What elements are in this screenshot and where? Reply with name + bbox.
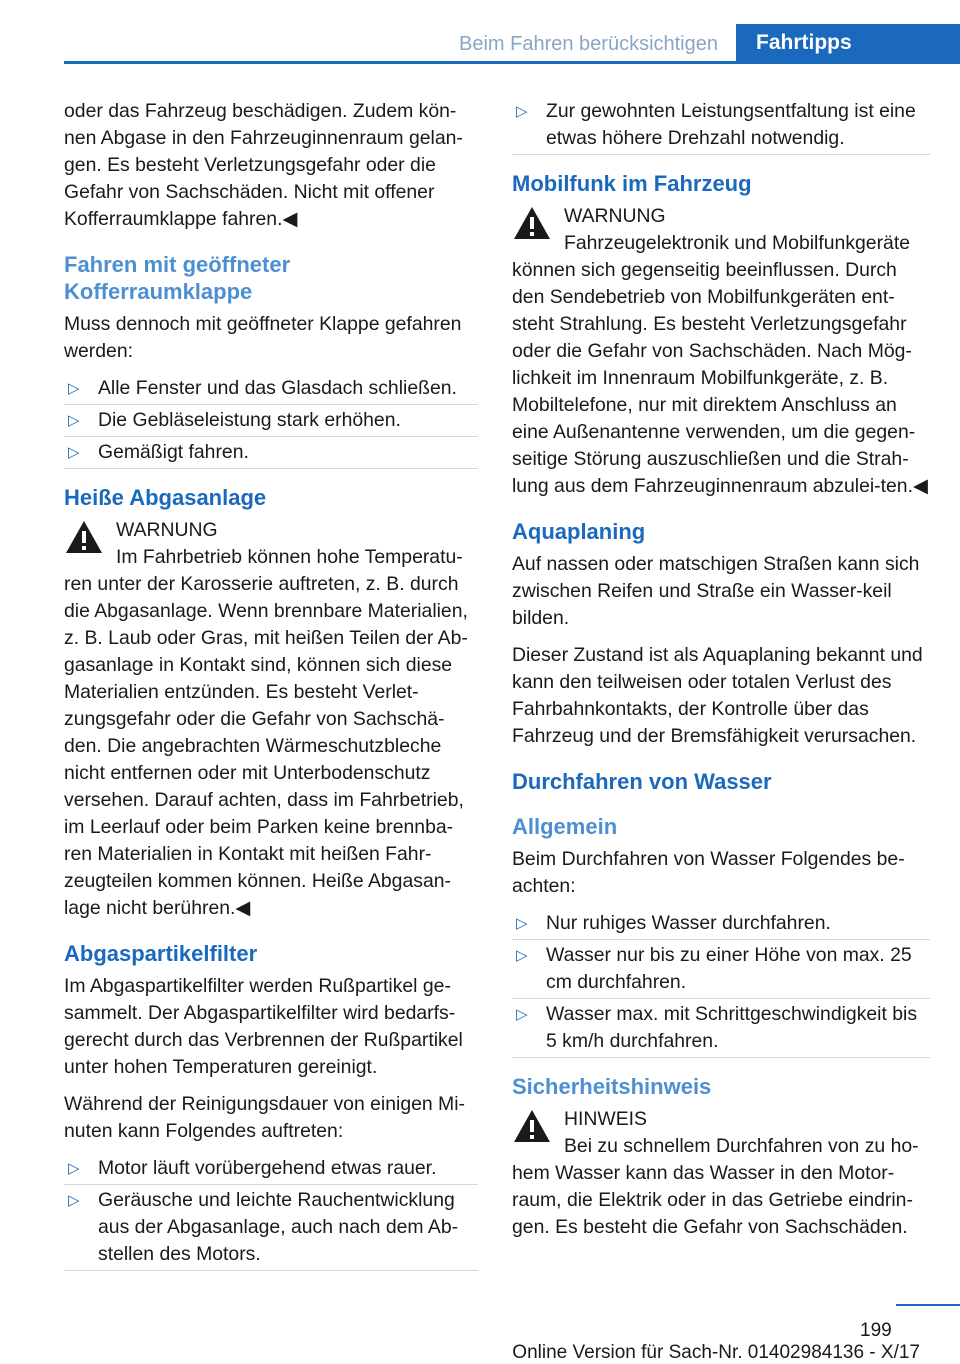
heading-safety: Sicherheitshinweis	[512, 1074, 712, 1099]
header-section-title: Beim Fahren berücksichtigen	[458, 33, 718, 55]
warning-label: WARNUNG	[116, 519, 218, 541]
triangle-bullet-icon: ▷	[516, 1006, 528, 1023]
triangle-bullet-icon: ▷	[68, 444, 80, 461]
paragraph-filter-1: Im Abgaspartikelfilter werden Rußpartikel ge-sammelt. Der Abgaspartikelfilter wird bedarfs-gerecht durch das Verbrennen der Rußpartikel unter hohen Temperaturen gereinigt.	[64, 975, 463, 1078]
warning-label: WARNUNG	[564, 205, 666, 227]
warning-triangle-icon	[512, 205, 552, 241]
list-item: ▷ Wasser max. mit Schrittgeschwindigkeit bis 5 km/h durchfahren.	[512, 1001, 930, 1055]
warning-triangle-icon	[64, 519, 104, 555]
heading-water: Durchfahren von Wasser	[512, 769, 772, 794]
heading-hot-exhaust: Heiße Abgasanlage	[64, 485, 267, 510]
triangle-bullet-icon: ▷	[68, 380, 80, 397]
heading-aquaplaning: Aquaplaning	[512, 519, 646, 544]
list-item: ▷ Nur ruhiges Wasser durchfahren.	[512, 910, 930, 937]
header-rule	[64, 61, 736, 64]
warning-text: Im Fahrbetrieb können hohe Temperatu-ren unter der Karosserie auftreten, z. B. durch die Abgasanlage. Wenn brennbare Materialien, z. B. Laub oder Gras, mit heißen Teilen der Ab-gasanlage in Kontakt sind, können sich diese Materialien entzünden. Es besteht Verlet-zungsgefahr oder die Gefahr von Sachschä-den. Die angebrachten Wärmeschutzbleche nicht entfernen oder mit Unterbodenschutz versehen. Darauf achten, dass im Fahrbetrieb, im Leerlauf oder beim Parken keine brennba-ren Materialien in Kontakt mit heißen Fahr-zeugteilen kommen können. Heiße Abgasan-lage nicht berühren.◀	[64, 546, 468, 919]
intro-paragraph: oder das Fahrzeug beschädigen. Zudem kön-nen Abgase in den Fahrzeuginnenraum gelan-gen. Es besteht Verletzungsgefahr oder die Gefahr von Sachschäden. Nicht mit offener Kofferraumklappe fahren.◀	[64, 100, 463, 230]
page-number-rule	[896, 1304, 960, 1306]
list-item: ▷ Alle Fenster und das Glasdach schließen.	[64, 375, 478, 402]
list-item: ▷ Motor läuft vorübergehend etwas rauer.	[64, 1155, 478, 1182]
warning-block-hot-exhaust	[64, 517, 478, 922]
warning-text: Fahrzeugelektronik und Mobilfunkgeräte können sich gegenseitig beeinflussen. Durch den Sendebetrieb von Mobilfunkgeräten ent-steht Strahlung. Es besteht Verletzungsgefahr oder die Gefahr von Sachschäden. Nach Mög-lichkeit im Innenraum Mobilfunkgeräte, z. B. Mobiltelefone, nur mit direktem Anschluss an eine Außenantenne verwenden, um die gegen-seitige Störung auszuschließen und die Strah-lung aus dem Fahrzeuginnenraum abzulei-ten.◀	[512, 232, 928, 497]
paragraph-open-trunk: Muss dennoch mit geöffneter Klappe gefahren werden:	[64, 313, 462, 362]
notice-label: HINWEIS	[564, 1108, 647, 1130]
page-number: 199	[860, 1320, 892, 1341]
heading-mobile: Mobilfunk im Fahrzeug	[512, 171, 752, 196]
triangle-bullet-icon: ▷	[68, 1160, 80, 1177]
warning-triangle-icon	[512, 1108, 552, 1144]
paragraph-aqua-2: Dieser Zustand ist als Aquaplaning bekannt und kann den teilweisen oder totalen Verlust des Fahrbahnkontakts, der Kontrolle über das Fahrzeug und der Bremsfähigkeit verursachen.	[512, 644, 923, 747]
triangle-bullet-icon: ▷	[68, 412, 80, 429]
paragraph-aqua-1: Auf nassen oder matschigen Straßen kann sich zwischen Reifen und Straße ein Wasser-keil bilden.	[512, 553, 920, 629]
notice-text: Bei zu schnellem Durchfahren von zu ho-hem Wasser kann das Wasser in den Motor-raum, die Elektrik oder in das Getriebe eindrin-gen. Es besteht die Gefahr von Sachschäden.	[512, 1135, 919, 1238]
heading-general: Allgemein	[512, 814, 618, 839]
footer-text: Online Version für Sach-Nr. 01402984136 - X/17	[512, 1342, 920, 1363]
triangle-bullet-icon: ▷	[516, 947, 528, 964]
warning-block-safety	[512, 1106, 930, 1241]
header-chapter-title: Fahrtipps	[736, 24, 960, 64]
list-item: ▷ Wasser nur bis zu einer Höhe von max. 25 cm durchfahren.	[512, 942, 930, 996]
triangle-bullet-icon: ▷	[516, 103, 528, 120]
list-open-trunk	[64, 375, 478, 466]
paragraph-general: Beim Durchfahren von Wasser Folgendes be-achten:	[512, 848, 905, 897]
triangle-bullet-icon: ▷	[516, 915, 528, 932]
warning-block-mobile	[512, 203, 930, 500]
list-water	[512, 910, 930, 1055]
list-top	[512, 98, 930, 152]
list-filter	[64, 1155, 478, 1268]
heading-particle-filter: Abgaspartikelfilter	[64, 941, 258, 966]
list-item: ▷ Geräusche und leichte Rauchentwicklung aus der Abgasanlage, auch nach dem Ab-stellen des Motors.	[64, 1187, 478, 1268]
paragraph-filter-2: Während der Reinigungsdauer von einigen Mi-nuten kann Folgendes auftreten:	[64, 1093, 465, 1142]
triangle-bullet-icon: ▷	[68, 1192, 80, 1209]
list-item: ▷ Die Gebläseleistung stark erhöhen.	[64, 407, 478, 434]
heading-open-trunk: Fahren mit geöffneter Kofferraumklappe	[64, 252, 291, 304]
right-column	[512, 98, 930, 1251]
left-column	[64, 98, 478, 1276]
list-item: ▷ Gemäßigt fahren.	[64, 439, 478, 466]
list-item: ▷ Zur gewohnten Leistungsentfaltung ist eine etwas höhere Drehzahl notwendig.	[512, 98, 930, 152]
